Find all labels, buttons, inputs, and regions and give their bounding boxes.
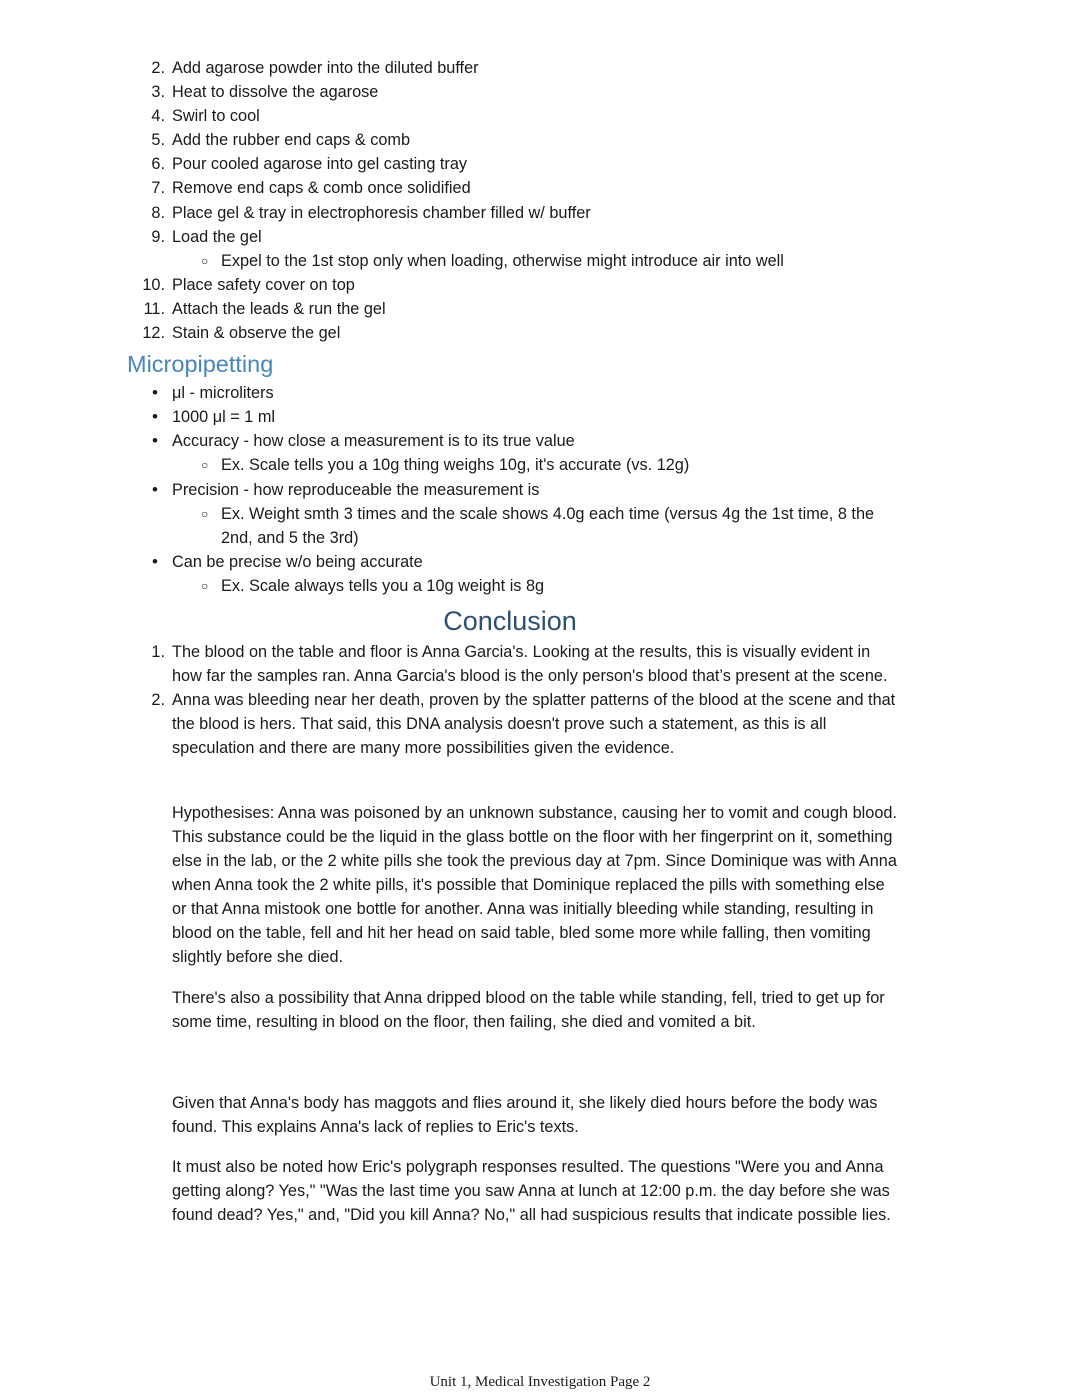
list-item xyxy=(0,640,1080,688)
alternative-possibility-paragraph: There's also a possibility that Anna dripped blood on the table while standing, fell, tried to get up for some time, resulting in blood on the floor, then failing, she died and vomited a bit. xyxy=(172,988,885,1031)
list-item-text: Add agarose powder into the diluted buffer xyxy=(172,59,479,77)
list-marker: 2. xyxy=(151,59,165,77)
list-item xyxy=(0,176,1080,200)
list-item xyxy=(0,688,1080,760)
list-marker: 2. xyxy=(151,691,165,710)
sub-list-item-text: Ex. Weight smth 3 times and the scale shows 4.0g each time (versus 4g the 1st time, 8 the 2nd, and 5 the 3rd) xyxy=(221,504,875,547)
list-item xyxy=(0,478,1080,502)
gel-procedure-list xyxy=(0,56,1080,345)
sub-list-item xyxy=(0,249,1080,273)
list-item xyxy=(0,550,1080,574)
sub-list-item-text: Ex. Scale tells you a 10g thing weighs 10g, it's accurate (vs. 12g) xyxy=(221,456,690,475)
list-item-text: μl - microliters xyxy=(172,384,274,403)
list-marker: 3. xyxy=(151,83,165,102)
list-marker: 4. xyxy=(151,107,165,126)
section-heading-conclusion: Conclusion xyxy=(443,605,577,636)
list-item-text: Precision - how reproduceable the measurement is xyxy=(172,480,540,499)
list-item xyxy=(0,201,1080,225)
list-item-text: The blood on the table and floor is Anna Garcia's. Looking at the results, this is visually evident in how far the samples ran. Anna Garcia's blood is the only person's blood that’s present at the scene. xyxy=(172,642,888,686)
list-marker: 7. xyxy=(151,179,165,198)
list-item xyxy=(0,405,1080,429)
list-marker: 12. xyxy=(142,324,165,343)
list-item xyxy=(0,273,1080,297)
list-item-text: Place gel & tray in electrophoresis chamber filled w/ buffer xyxy=(172,203,591,222)
hollow-bullet-icon: ○ xyxy=(201,578,209,593)
bullet-icon: • xyxy=(152,551,158,571)
list-item xyxy=(0,321,1080,345)
polygraph-paragraph: It must also be noted how Eric's polygraph responses resulted. The questions "Were you and Anna getting along? Yes," "Was the last time you saw Anna at lunch at 12:00 p.m. the day before she was found dead? Yes," and, "Did you kill Anna? No," all had suspicious results that indicate possible lies. xyxy=(172,1158,891,1225)
list-marker: 6. xyxy=(151,155,165,174)
list-item-text: Heat to dissolve the agarose xyxy=(172,83,379,102)
page-footer: Unit 1, Medical Investigation Page 2 xyxy=(429,1374,651,1390)
sub-list-item-text: Ex. Scale always tells you a 10g weight is 8g xyxy=(221,576,545,595)
sub-list-item xyxy=(0,453,1080,477)
sub-list-item-text: Expel to the 1st stop only when loading, otherwise might introduce air into well xyxy=(221,251,784,270)
sub-list-item xyxy=(0,574,1080,598)
list-item-text: Load the gel xyxy=(172,227,262,246)
list-item-text: Add the rubber end caps & comb xyxy=(172,131,411,150)
time-of-death-paragraph: Given that Anna's body has maggots and flies around it, she likely died hours before the body was found. This explains Anna's lack of replies to Eric's texts. xyxy=(172,1093,878,1136)
paragraph-spacer xyxy=(0,1050,1080,1074)
bullet-icon: • xyxy=(152,431,158,451)
list-item xyxy=(0,429,1080,453)
list-item-text: Stain & observe the gel xyxy=(172,324,341,343)
list-item xyxy=(0,225,1080,249)
list-item xyxy=(0,128,1080,152)
list-marker: 1. xyxy=(151,642,165,661)
bullet-icon: • xyxy=(152,383,158,403)
hypothesis-paragraph: Hypothesises: Anna was poisoned by an unknown substance, causing her to vomit and cough blood. This substance could be the liquid in the glass bottle on the floor with her fingerprint on it, something else in the lab, or the 2 white pills she took the previous day at 7pm. Since Dominique was with Anna when Anna took the 2 white pills, it's possible that Dominique replaced the pills with something else or that Anna mistook one bottle for another. Anna was initially bleeding while standing, resulting in blood on the table, fell and hit her head on said table, bled some more while falling, then vomiting slightly before she died. xyxy=(172,803,897,967)
list-item-text: Attach the leads & run the gel xyxy=(172,299,386,318)
list-marker: 11. xyxy=(143,299,165,318)
list-item-text: Can be precise w/o being accurate xyxy=(172,552,423,571)
bullet-icon: • xyxy=(152,479,158,499)
hollow-bullet-icon: ○ xyxy=(201,458,209,473)
list-item-text: Remove end caps & comb once solidified xyxy=(172,179,471,198)
paragraph-spacer xyxy=(0,760,1080,784)
hollow-bullet-icon: ○ xyxy=(201,253,209,268)
list-marker: 9. xyxy=(151,227,165,246)
list-item xyxy=(0,152,1080,176)
section-heading-micropipetting: Micropipetting xyxy=(127,351,274,378)
list-item-text: Accuracy - how close a measurement is to its true value xyxy=(172,432,575,451)
list-item xyxy=(0,297,1080,321)
hollow-bullet-icon: ○ xyxy=(201,506,209,521)
list-marker: 10. xyxy=(142,275,165,294)
list-item xyxy=(0,56,1080,80)
list-item-text: 1000 μl = 1 ml xyxy=(172,408,276,427)
list-item xyxy=(0,80,1080,104)
list-item xyxy=(0,381,1080,405)
list-item-text: Pour cooled agarose into gel casting tray xyxy=(172,155,468,174)
list-item-text: Anna was bleeding near her death, proven by the splatter patterns of the blood at the scene and that the blood is hers. That said, this DNA analysis doesn't prove such a statement, as this is all speculation and there are many more possibilities given the evidence. xyxy=(172,691,896,758)
bullet-icon: • xyxy=(152,407,158,427)
micropipetting-list xyxy=(0,381,1080,598)
page-content xyxy=(0,56,1080,1244)
conclusion-list xyxy=(0,640,1080,760)
list-item-text: Swirl to cool xyxy=(172,107,260,126)
list-item-text: Place safety cover on top xyxy=(172,275,355,294)
list-item xyxy=(0,104,1080,128)
list-marker: 8. xyxy=(151,203,165,222)
list-marker: 5. xyxy=(151,131,165,150)
sub-list-item xyxy=(0,502,1080,550)
